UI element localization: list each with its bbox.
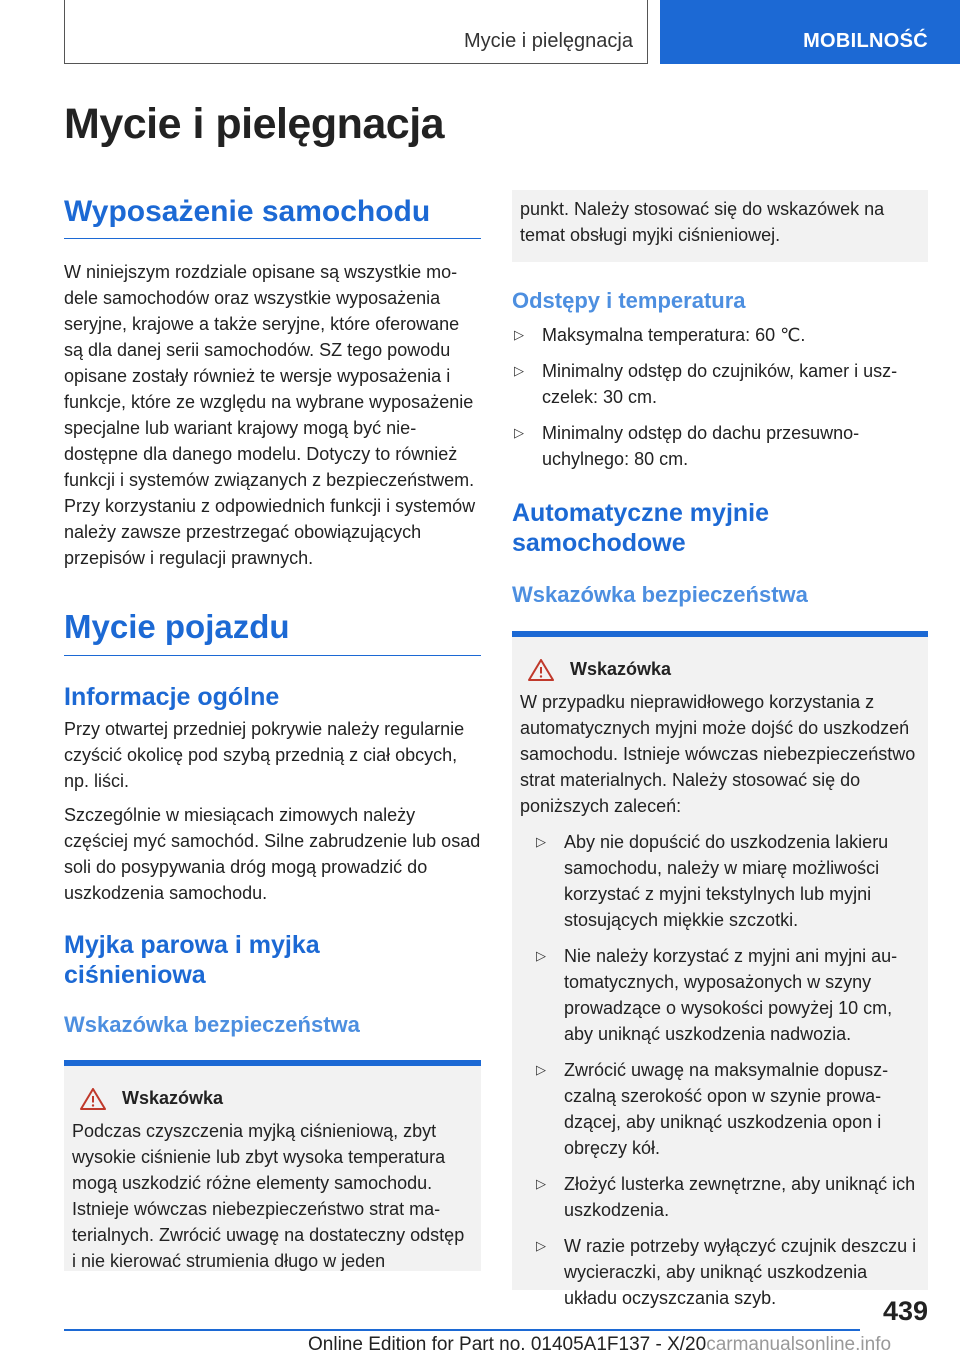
triangle-bullet-icon: ▷ (536, 833, 546, 849)
left-column (64, 190, 481, 1271)
triangle-bullet-icon: ▷ (514, 363, 524, 379)
heading-general-info: Informacje ogólne (64, 682, 280, 711)
warning-triangle-icon (528, 659, 554, 681)
list-item: ▷ Minimalny odstęp do czujników, kamer i uszczelek: 30 cm. (512, 358, 928, 410)
carwash-recommendations-list (520, 829, 918, 1311)
triangle-bullet-icon: ▷ (514, 425, 524, 441)
page-title: Mycie i pielęgnacja (64, 100, 445, 148)
warning-header-right (520, 659, 918, 681)
warning-continuation-text: punkt. Należy stosować się do wskazówek na temat obsługi myjki ciśnieniowej. (520, 199, 885, 245)
heading-equipment: Wyposażenie samochodu (64, 194, 481, 239)
list-item: ▷ Minimalny odstęp do dachu przesuwno-uchylnego: 80 cm. (512, 420, 928, 472)
warning-text-left: Podczas czyszczenia myjką ciśnieniową, zbyt wysokie ciśnienie lub zbyt wysoka temperatura mogą uszkodzić różne elementy samochodu. Istnieje wówczas niebezpieczeństwo strat materialnych. Zwrócić uwagę na dostateczny odstęp i nie kierować strumienia długo w jeden (72, 1120, 465, 1271)
page-number: 439 (882, 1296, 928, 1326)
triangle-bullet-icon: ▷ (536, 1237, 546, 1253)
warning-triangle-icon (80, 1088, 106, 1110)
page-header (0, 0, 960, 64)
list-item: ▷ Nie należy korzystać z myjni ani myjni automatycznych, wyposażonych w szyny prowadzące o wysokości powyżej 10 cm, aby uniknąć uszkodzenia nadwozia. (534, 943, 918, 1047)
warning-title-left: Wskazówka (122, 1088, 224, 1109)
triangle-bullet-icon: ▷ (536, 947, 546, 963)
header-chapter-label: MOBILNOŚĆ (803, 30, 928, 52)
header-section-label: Mycie i pielęgnacja (464, 30, 633, 52)
warning-box-continuation (512, 190, 928, 262)
footer-divider (64, 1329, 860, 1331)
list-item: ▷ Złożyć lusterka zewnętrzne, aby uniknąć ich uszkodzenia. (534, 1171, 918, 1223)
heading-distance-temperature: Odstępy i temperatura (512, 288, 746, 313)
warning-title-right: Wskazówka (570, 659, 672, 680)
triangle-bullet-icon: ▷ (536, 1061, 546, 1077)
list-item: ▷ Aby nie dopuścić do uszkodzenia lakieru samochodu, należy w miarę możliwości korzystać z myjni tekstylnych lub myjni stosujących miękkie szczotki. (534, 829, 918, 933)
heading-steam-cleaner: Myjka parowa i myjka ciśnieniowa (64, 930, 320, 989)
warning-box-left (64, 1060, 481, 1271)
warning-header-left (72, 1088, 471, 1110)
distance-list (512, 322, 928, 472)
header-section-tab (64, 0, 648, 64)
list-item: ▷ W razie potrzeby wyłączyć czujnik deszczu i wycieraczki, aby uniknąć uszkodzenia układu oczyszczania szyb. (534, 1233, 918, 1311)
edition-line (308, 1334, 891, 1356)
header-chapter-tab (660, 0, 960, 64)
paragraph-general-1: Przy otwartej przedniej pokrywie należy regularnie czyścić okolicę pod szybą przednią z ciał obcych, np. liści. (64, 718, 465, 791)
right-column (512, 190, 928, 1308)
list-item: ▷ Maksymalna temperatura: 60 ℃. (512, 322, 928, 348)
watermark-text: carmanualsonline.info (706, 1334, 892, 1355)
warning-box-right (512, 631, 928, 1308)
heading-vehicle-washing: Mycie pojazdu (64, 607, 481, 656)
paragraph-equipment: W niniejszym rozdziale opisane są wszystkie modele samochodów oraz wszystkie wyposażenia seryjne, krajowe a także seryjne, które oferowane są dla danej serii samochodów. SZ tego powodu opisane zostały również te wersje wyposażenia i funkcje, które ze względu na wybrane wyposażenie specjalne lub wariant krajowy mogą być niedostępne dla danego modelu. Dotyczy to również funkcji i systemów związanych z bezpieczeństwem. Przy korzystaniu z odpowiednich funkcji i systemów należy zawsze przestrzegać obowiązujących przepisów i regulacji prawnych. (64, 262, 476, 568)
edition-text: Online Edition for Part no. 01405A1F137 - X/20 (308, 1334, 707, 1355)
triangle-bullet-icon: ▷ (536, 1175, 546, 1191)
heading-safety-note-right: Wskazówka bezpieczeństwa (512, 582, 808, 608)
heading-automatic-carwash: Automatyczne myjnie samochodowe (512, 499, 770, 558)
warning-text-right: W przypadku nieprawidłowego korzystania z automatycznych myjni może dojść do uszkodzeń samochodu. Istnieje wówczas niebezpieczeństwo strat materialnych. Należy stosować się do poniższych zaleceń: (520, 691, 916, 816)
paragraph-general-2: Szczególnie w miesiącach zimowych należy częściej myć samochód. Silne zabrudzenie lub osad soli do posypywania dróg mogą prowadzić do uszkodzenia samochodu. (64, 804, 481, 903)
list-item: ▷ Zwrócić uwagę na maksymalnie dopuszczalną szerokość opon w szynie prowadzącej, aby uniknąć uszkodzenia opon i obręczy kół. (534, 1057, 918, 1161)
triangle-bullet-icon: ▷ (514, 327, 524, 343)
heading-safety-note-left: Wskazówka bezpieczeństwa (64, 1011, 360, 1037)
